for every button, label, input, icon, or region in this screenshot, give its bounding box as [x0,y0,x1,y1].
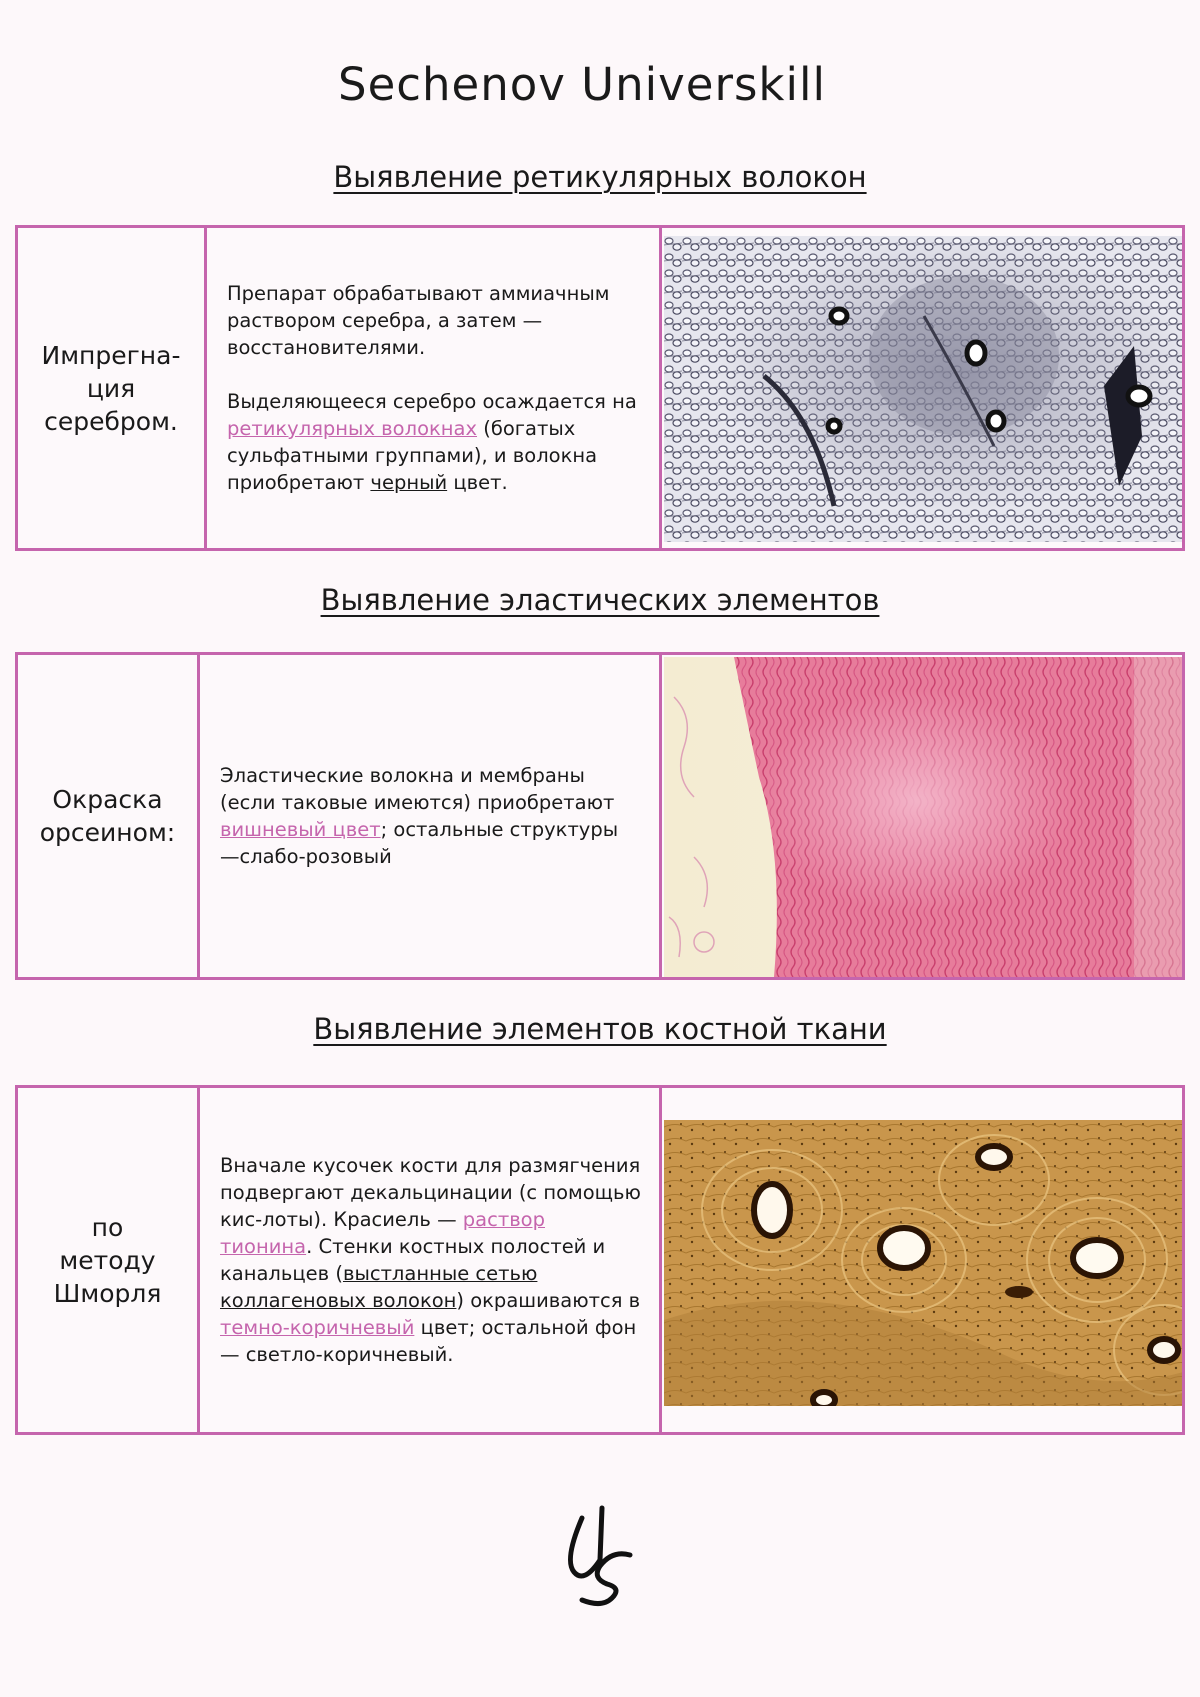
method-label: Импрегна-ция серебром. [41,340,181,436]
text-fragment: цвет. [447,471,508,494]
text-fragment: . Стенки костных полостей и канальцев ( [220,1235,606,1285]
method-label: по методу Шморля [53,1212,162,1308]
universkill-logo-icon [552,1500,652,1610]
card-bone [15,1085,1185,1435]
description-paragraph: Препарат обрабатывают аммиачным раствором серебра, а затем — восстановителями. [227,282,610,359]
micrograph-image [662,228,1182,548]
method-label: Окраска орсеином: [39,785,176,847]
bone-tissue-micrograph-icon [664,1120,1182,1406]
black-color-term: черный [370,471,448,494]
section-title-elastic: Выявление эластических элементов [320,583,880,617]
text-fragment: ; остальные структуры —слабо-розовый [220,818,619,868]
micrograph-image [662,1088,1182,1432]
micrograph-image [662,655,1182,977]
method-cell [18,228,207,548]
description-cell [200,655,662,977]
method-cell [18,1088,200,1432]
description-cell [200,1088,662,1432]
page-title: Sechenov Universkill [338,58,826,111]
text-fragment: Вначале кусочек кости для размягчения подвергают декальцинации (с помощью кис-лоты). Красиель — [220,1154,641,1231]
description-paragraph [227,388,643,496]
orcein-stain-micrograph-icon [664,657,1182,977]
cherry-color-link[interactable]: вишневый цвет [220,818,381,841]
description-paragraph [220,1152,643,1368]
card-reticular [15,225,1185,551]
description-paragraph [220,762,643,870]
card-elastic [15,652,1185,980]
method-cell [18,655,200,977]
section-title-bone: Выявление элементов костной ткани [313,1012,887,1046]
dark-brown-link[interactable]: темно-коричневый [220,1316,415,1339]
thionine-solution-link[interactable]: раствор тионина [220,1208,545,1258]
reticular-fibers-link[interactable]: ретикулярных волокнах [227,417,478,440]
description-cell [207,228,662,548]
text-fragment: Выделяющееся серебро осаждается на [227,390,637,413]
text-fragment: (богатых сульфатными группами), и волокна приобретают [227,417,598,494]
universkill-logo [552,1500,652,1610]
text-fragment: Эластические волокна и мембраны (если таковые имеются) приобретают [220,764,615,814]
collagen-network-term: выстланные сетью коллагеновых волокон [220,1262,538,1312]
text-fragment: цвет; остальной фон — светло-коричневый. [220,1316,637,1366]
section-title-reticular: Выявление ретикулярных волокон [333,160,867,194]
silver-impregnation-micrograph-icon [664,236,1182,542]
text-fragment: ) окрашиваются в [456,1289,641,1312]
